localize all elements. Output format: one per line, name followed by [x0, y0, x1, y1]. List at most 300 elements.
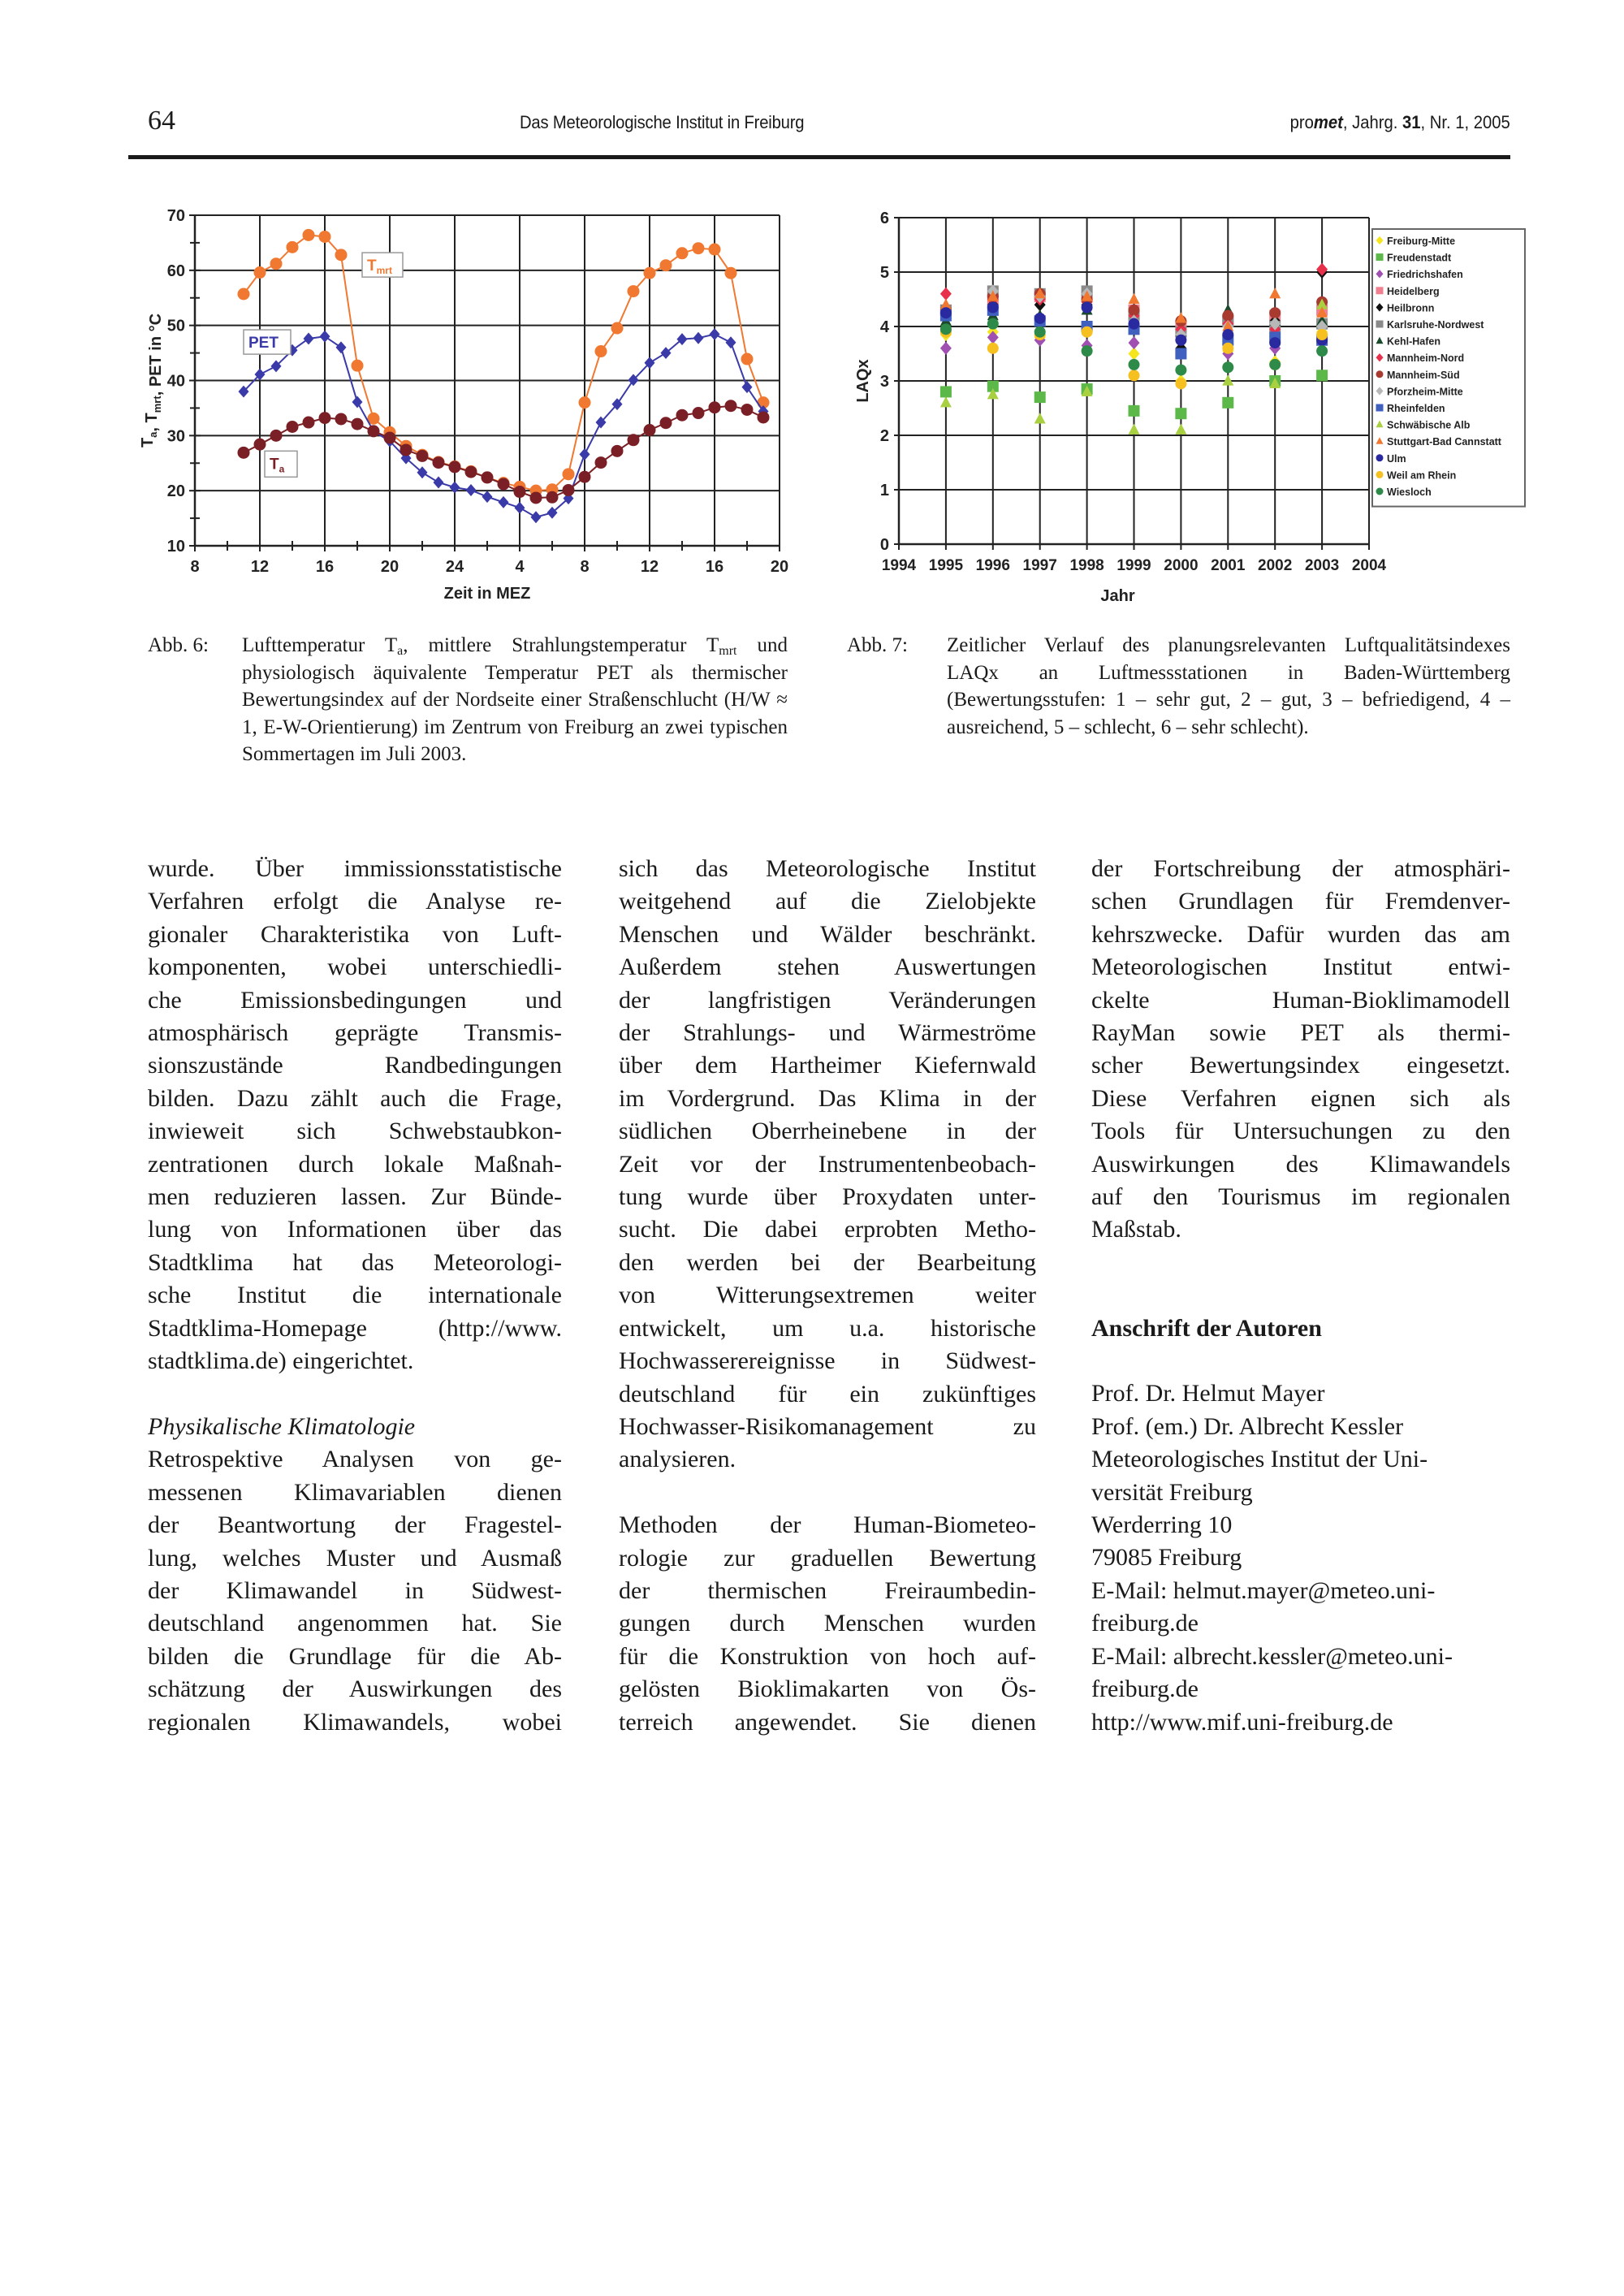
data-point — [530, 491, 542, 504]
y-tick-label: 0 — [879, 536, 889, 554]
legend-marker — [1376, 370, 1384, 378]
legend-marker — [1376, 287, 1384, 294]
text-line: Maßstab. — [1091, 1216, 1181, 1243]
y-tick-label: 6 — [879, 210, 889, 227]
text-line: freiburg.de — [1091, 1676, 1199, 1703]
data-point — [611, 322, 624, 335]
text-line: tung wurde über Proxydaten unter- — [619, 1183, 1036, 1211]
text-line: sche Institut die internationale — [148, 1282, 562, 1309]
y-tick-label: 3 — [879, 373, 889, 391]
text-line: sich das Meteorologische Institut — [619, 855, 1036, 882]
data-point — [940, 386, 952, 397]
x-tick-label: 8 — [580, 558, 590, 576]
legend-item — [1376, 253, 1453, 264]
data-point — [1034, 391, 1046, 403]
text-line: RayMan sowie PET als thermi- — [1091, 1019, 1510, 1047]
text-line: der Fortschreibung der atmosphäri- — [1091, 855, 1510, 882]
column-1-paragraph-1 — [148, 853, 562, 1378]
x-tick-label: 2000 — [1164, 557, 1199, 574]
data-point — [1175, 348, 1186, 360]
text-line: lung, welches Muster und Ausmaß — [148, 1544, 562, 1572]
text-line: inwieweit sich Schwebstaubkon- — [148, 1118, 562, 1145]
data-point — [1269, 337, 1281, 348]
data-point — [595, 456, 607, 469]
text-line: weitgehend auf die Zielobjekte — [619, 888, 1036, 915]
text-line: sucht. Die dabei erprobten Metho- — [619, 1216, 1036, 1243]
legend-marker — [1376, 454, 1384, 461]
fig6-caption — [242, 632, 788, 768]
data-point — [1175, 365, 1186, 376]
data-point — [987, 343, 999, 354]
data-point — [303, 229, 315, 241]
data-point — [563, 484, 575, 496]
data-point — [1175, 408, 1186, 419]
text-line: südlichen Oberrheinebene in der — [619, 1118, 1036, 1145]
text-line: lung von Informationen über das — [148, 1216, 562, 1243]
chart1-series — [238, 229, 770, 523]
text-line: von Witterungsextremen weiter — [619, 1282, 1036, 1309]
text-line: Hochwasser-Risikomanagement zu — [619, 1412, 1036, 1440]
data-point — [450, 482, 460, 494]
data-point — [515, 502, 525, 514]
data-point — [546, 491, 559, 504]
paragraph-spacer — [148, 1378, 562, 1411]
text-line: Stadtklima hat das Meteorologi- — [148, 1248, 562, 1276]
data-point — [987, 318, 999, 330]
data-point — [498, 478, 510, 491]
legend-marker — [1376, 404, 1384, 412]
fig7-label: Abb. 7: — [847, 634, 908, 656]
data-point — [1175, 335, 1186, 346]
journal-italic: met — [1314, 112, 1344, 132]
text-line: Auswirkungen des Klimawandels — [1091, 1150, 1510, 1178]
text-line: bilden die Grundlage für die Ab- — [148, 1642, 562, 1670]
text-line: Werderring 10 — [1091, 1511, 1233, 1539]
data-point — [940, 342, 952, 355]
data-point — [1129, 424, 1140, 435]
data-point — [1034, 326, 1046, 338]
text-line: gelösten Bioklimakarten von Ös- — [619, 1676, 1036, 1703]
y-tick-label: 1 — [879, 482, 889, 499]
legend-label: Wiesloch — [1387, 486, 1432, 498]
text-line: wurde. Über immissionsstatistische — [148, 855, 562, 882]
y-tick-label: 4 — [879, 318, 889, 336]
page-number: 64 — [148, 106, 175, 136]
chart2-axes — [854, 210, 1387, 605]
text-line: deutschland angenommen hat. Sie — [148, 1610, 562, 1637]
text-line: Prof. Dr. Helmut Mayer — [1091, 1380, 1325, 1407]
x-tick-label: 1996 — [975, 557, 1010, 574]
legend-label: Heilbronn — [1387, 302, 1435, 314]
data-point — [1222, 343, 1233, 354]
authors-address — [1091, 1377, 1510, 1738]
text-line: schätzung der Auswirkungen des — [148, 1676, 562, 1703]
data-point — [725, 400, 737, 412]
text-line: sionszustände Randbedingungen — [148, 1052, 562, 1079]
data-point — [693, 332, 704, 344]
legend-label: Weil am Rhein — [1387, 469, 1457, 482]
paragraph-spacer — [1091, 1345, 1510, 1377]
data-point — [352, 360, 364, 372]
data-point — [336, 341, 347, 353]
data-point — [254, 439, 266, 451]
data-point — [1034, 313, 1046, 324]
text-line: che Emissionsbedingungen und — [148, 986, 562, 1014]
column-3-paragraph-1 — [1091, 853, 1510, 1247]
text-line: versität Freiburg — [1091, 1478, 1253, 1506]
text-line: scher Bewertungsindex eingesetzt. — [1091, 1052, 1510, 1079]
journal-prefix: pro — [1289, 112, 1315, 132]
data-point — [433, 456, 445, 469]
text-line: E-Mail: helmut.mayer@meteo.uni- — [1091, 1576, 1436, 1604]
legend-marker — [1376, 321, 1384, 328]
fig6-caption-sub: a — [397, 644, 404, 658]
text-line: Meteorologischen Institut entwi- — [1091, 953, 1510, 981]
label-text: $T_{mrt}$ — [367, 257, 392, 277]
text-line: Tools für Untersuchungen zu den — [1091, 1118, 1510, 1145]
data-point — [1129, 359, 1140, 370]
data-point — [1175, 378, 1186, 389]
text-line: schen Grundlagen für Fremdenver- — [1091, 888, 1510, 915]
journal-rest-2: , Nr. 1, 2005 — [1420, 112, 1510, 132]
text-line: gionaler Charakteristika von Luft- — [148, 920, 562, 948]
series-tmrt — [238, 229, 770, 497]
data-point — [693, 242, 705, 254]
text-line: stadtklima.de) eingerichtet. — [148, 1347, 414, 1375]
data-point — [400, 443, 412, 456]
legend-label: Friedrichshafen — [1387, 269, 1463, 281]
text-line: Stadtklima-Homepage (http://www. — [148, 1314, 562, 1342]
x-tick-label: 1999 — [1116, 557, 1151, 574]
data-point — [660, 259, 672, 271]
data-point — [482, 491, 493, 503]
text-line: atmosphärisch geprägte Transmis- — [148, 1019, 562, 1047]
journal-rest-1: , Jahrg. — [1343, 112, 1403, 132]
data-point — [270, 257, 283, 270]
data-point — [335, 413, 348, 425]
data-point — [628, 434, 640, 446]
text-line: rologie zur graduellen Bewertung — [619, 1544, 1036, 1572]
data-point — [628, 285, 640, 297]
data-point — [1129, 293, 1140, 304]
x-tick-label: 4 — [515, 558, 525, 576]
data-point — [417, 450, 429, 462]
data-point — [611, 445, 624, 457]
text-line: terreich angewendet. Sie dienen — [619, 1708, 1036, 1736]
text-line: http://www.mif.uni-freiburg.de — [1091, 1708, 1393, 1736]
data-point — [1316, 345, 1328, 357]
legend-label: Mannheim-Süd — [1387, 369, 1460, 381]
x-tick-label: 20 — [380, 558, 400, 576]
x-tick-label: 1995 — [928, 557, 964, 574]
text-line: analysieren. — [619, 1446, 736, 1473]
journal-volume: 31 — [1402, 112, 1421, 132]
fig6-caption-sub: mrt — [719, 644, 737, 658]
legend-item — [1376, 420, 1471, 431]
data-point — [579, 471, 591, 483]
data-point — [563, 468, 575, 480]
legend-item — [1376, 352, 1465, 364]
fig6-label: Abb. 6: — [148, 634, 209, 656]
column-1-paragraph-2 — [148, 1443, 562, 1739]
data-point — [303, 417, 315, 429]
data-point — [287, 421, 299, 433]
column-2-paragraph-1 — [619, 853, 1036, 1477]
column-1 — [148, 853, 562, 1739]
text-line: für die Konstruktion von hoch auf- — [619, 1642, 1036, 1670]
data-point — [304, 332, 314, 344]
data-point — [531, 511, 542, 523]
y-tick-label: 20 — [166, 482, 185, 501]
x-tick-label: 2001 — [1211, 557, 1246, 574]
legend-label: Freudenstadt — [1387, 252, 1452, 264]
text-line: zentrationen durch lokale Maßnah- — [148, 1150, 562, 1178]
column-2 — [619, 853, 1036, 1739]
data-point — [270, 430, 283, 442]
data-point — [1082, 326, 1093, 338]
y-tick-label: 5 — [879, 264, 889, 282]
y-tick-label: 70 — [166, 207, 185, 225]
y-tick-label: 50 — [166, 317, 185, 335]
journal-citation — [1290, 112, 1510, 133]
chart-temperature — [130, 195, 804, 617]
data-point — [482, 471, 494, 483]
data-point — [1129, 370, 1140, 381]
y-tick-label: 10 — [166, 538, 185, 556]
text-line: Methoden der Human-Biometeo- — [619, 1511, 1036, 1539]
legend-label: Schwäbische Alb — [1387, 419, 1471, 431]
data-point — [644, 267, 656, 279]
y-axis-label: $T_a$, $T_{mrt}$, PET in °C — [139, 313, 165, 448]
data-point — [676, 409, 689, 422]
subheading-physikalische-klimatologie: Physikalische Klimatologie — [148, 1412, 416, 1440]
data-point — [335, 249, 348, 261]
data-point — [1129, 318, 1140, 330]
x-tick-label: 1997 — [1022, 557, 1057, 574]
legend-label: Pforzheim-Mitte — [1387, 386, 1463, 398]
text-line: Hochwasserereignisse in Südwest- — [619, 1347, 1036, 1375]
x-tick-label: 16 — [315, 558, 335, 576]
fig7-caption: Zeitlicher Verlauf des planungsrelevanten Luftqualitätsindexes LAQx an Luftmessstationen in Baden-Württemberg (Bewertungsstufen: 1 – sehr gut, 2 – gut, 3 – befriedigend, 4 – ausreichend, 5 – schlecht, 6 – sehr schlecht). — [947, 634, 1510, 738]
label-text: $T_a$ — [270, 456, 285, 475]
data-point — [320, 331, 330, 343]
data-point — [1222, 397, 1233, 409]
y-axis-label: LAQx — [854, 359, 872, 403]
text-line: Verfahren erfolgt die Analyse re- — [148, 888, 562, 915]
data-point — [1082, 302, 1093, 313]
text-line: freiburg.de — [1091, 1610, 1199, 1637]
data-point — [940, 307, 952, 318]
data-point — [1316, 370, 1328, 381]
data-point — [741, 404, 754, 416]
chart-laqx — [844, 195, 1543, 617]
text-line: der Strahlungs- und Wärmeströme — [619, 1019, 1036, 1047]
x-tick-label: 8 — [190, 558, 200, 576]
data-point — [726, 336, 736, 348]
text-line: 79085 Freiburg — [1091, 1544, 1242, 1572]
x-axis-label: Zeit in MEZ — [443, 585, 531, 603]
data-point — [661, 347, 672, 359]
data-point — [580, 448, 590, 460]
legend-label: Heidelberg — [1387, 285, 1440, 297]
data-point — [1269, 359, 1281, 370]
text-line: über dem Hartheimer Kiefernwald — [619, 1052, 1036, 1079]
data-point — [710, 328, 720, 340]
fig6-caption-part: Lufttemperatur T — [242, 634, 398, 656]
legend-item — [1376, 436, 1502, 448]
header-rule — [128, 155, 1510, 159]
data-point — [254, 266, 266, 279]
data-point — [287, 241, 299, 253]
text-line: den werden bei der Bearbeitung — [619, 1248, 1036, 1276]
legend-label: Karlsruhe-Nordwest — [1387, 319, 1484, 331]
data-point — [1222, 361, 1233, 373]
data-point — [352, 418, 364, 430]
data-point — [940, 323, 952, 335]
data-point — [1316, 329, 1328, 340]
data-point — [644, 424, 656, 436]
text-line: der thermischen Freiraumbedin- — [619, 1576, 1036, 1604]
data-point — [1034, 413, 1046, 423]
text-line: der Beantwortung der Fragestel- — [148, 1511, 562, 1539]
legend-label: Stuttgart-Bad Cannstatt — [1387, 436, 1501, 448]
x-tick-label: 1998 — [1069, 557, 1104, 574]
running-title: Das Meteorologische Institut in Freiburg — [520, 112, 805, 132]
text-line: men reduzieren lassen. Zur Bünde- — [148, 1183, 562, 1211]
x-tick-label: 24 — [445, 558, 464, 576]
x-tick-label: 2003 — [1304, 557, 1340, 574]
data-point — [676, 247, 689, 259]
legend-label: Freiburg-Mitte — [1387, 236, 1456, 247]
data-point — [465, 466, 477, 478]
legend-item — [1376, 236, 1456, 247]
data-point — [709, 244, 721, 256]
data-point — [319, 231, 331, 243]
data-point — [319, 412, 331, 424]
authors-address-heading: Anschrift der Autoren — [1091, 1314, 1322, 1342]
data-point — [677, 333, 688, 345]
text-line: Zeit vor der Instrumentenbeobach- — [619, 1150, 1036, 1178]
data-point — [741, 353, 754, 365]
legend-item — [1376, 403, 1445, 414]
data-point — [758, 411, 770, 423]
x-tick-label: 20 — [770, 558, 789, 576]
paragraph-spacer — [619, 1477, 1036, 1509]
text-line: bilden. Dazu zählt auch die Frage, — [148, 1084, 562, 1112]
data-point — [449, 460, 461, 473]
legend-item — [1376, 269, 1463, 280]
text-line: messenen Klimavariablen dienen — [148, 1478, 562, 1506]
text-line: deutschland für ein zukünftiges — [619, 1380, 1036, 1407]
x-tick-label: 12 — [250, 558, 270, 576]
legend-marker — [1376, 488, 1384, 495]
chart2-legend — [1372, 229, 1525, 507]
data-point — [1129, 305, 1140, 316]
data-point — [579, 396, 591, 409]
label-text: PET — [248, 335, 279, 352]
data-point — [660, 417, 672, 429]
paragraph-spacer — [1091, 1279, 1510, 1312]
text-line: der Klimawandel in Südwest- — [148, 1576, 562, 1604]
legend-item — [1376, 386, 1463, 397]
data-point — [1222, 329, 1233, 340]
data-point — [238, 447, 250, 459]
x-axis-label: Jahr — [1100, 587, 1135, 605]
data-point — [940, 396, 952, 407]
text-line: Prof. (em.) Dr. Albrecht Kessler — [1091, 1412, 1404, 1440]
x-tick-label: 16 — [705, 558, 724, 576]
data-point — [595, 345, 607, 357]
chart1-labels — [244, 253, 403, 477]
legend-item — [1376, 469, 1457, 481]
text-line: Retrospektive Analysen von ge- — [148, 1446, 562, 1473]
y-tick-label: 60 — [166, 262, 185, 280]
data-point — [709, 401, 721, 413]
text-line: regionalen Klimawandels, wobei — [148, 1708, 562, 1736]
y-tick-label: 2 — [879, 427, 889, 445]
text-line: komponenten, wobei unterschiedli- — [148, 953, 562, 981]
text-line: gungen durch Menschen wurden — [619, 1610, 1036, 1637]
data-point — [238, 288, 250, 301]
paragraph-spacer — [1091, 1247, 1510, 1279]
text-line: im Vordergrund. Das Klima in der — [619, 1084, 1036, 1112]
data-point — [1222, 374, 1233, 385]
series-ta — [238, 400, 770, 504]
x-tick-label: 2002 — [1258, 557, 1293, 574]
data-point — [434, 477, 444, 489]
text-line: Außerdem stehen Auswertungen — [619, 953, 1036, 981]
data-point — [499, 496, 509, 508]
legend-marker — [1376, 253, 1384, 261]
data-point — [1129, 336, 1140, 349]
data-point — [352, 396, 363, 408]
text-line: der langfristigen Veränderungen — [619, 986, 1036, 1014]
y-tick-label: 30 — [166, 427, 185, 446]
series-label-tmrt — [362, 253, 403, 277]
x-tick-label: 2004 — [1351, 557, 1387, 574]
legend-label: Mannheim-Nord — [1387, 352, 1465, 365]
data-point — [1222, 310, 1233, 322]
data-point — [384, 432, 396, 444]
fig6-caption-part: , mittlere Strahlungstemperatur T — [403, 634, 719, 656]
data-point — [514, 486, 526, 498]
data-point — [725, 267, 737, 279]
text-line: entwickelt, um u.a. historische — [619, 1314, 1036, 1342]
data-point — [1129, 405, 1140, 417]
x-tick-label: 1994 — [881, 557, 917, 574]
text-line: auf den Tourismus im regionalen — [1091, 1183, 1510, 1211]
column-3 — [1091, 853, 1510, 1739]
legend-label: Ulm — [1387, 452, 1406, 465]
y-tick-label: 40 — [166, 372, 185, 391]
fig6-caption-part: und physiologisch äquivalente Temperatur PET als thermischer Bewertungsindex auf der Nordseite einer Straßenschlucht (H/W ≈ 1, E-W-Orientierung) im Zentrum von Freiburg an zwei typischen Sommertagen im Juli 2003. — [242, 634, 788, 765]
text-line: ckelte Human-Bioklimamodell — [1091, 986, 1510, 1014]
column-2-paragraph-2 — [619, 1509, 1036, 1739]
data-point — [1269, 288, 1281, 298]
data-point — [368, 425, 380, 437]
data-point — [987, 302, 999, 313]
text-line: kehrszwecke. Dafür wurden das am — [1091, 920, 1510, 948]
text-line: Diese Verfahren eignen sich als — [1091, 1084, 1510, 1112]
data-point — [466, 484, 477, 496]
chart1-axes — [139, 207, 788, 603]
text-line: E-Mail: albrecht.kessler@meteo.uni- — [1091, 1642, 1453, 1670]
legend-item — [1376, 370, 1460, 381]
series-line-tmrt — [244, 235, 763, 491]
series-label-ta — [265, 451, 297, 477]
legend-label: Kehl-Hafen — [1387, 335, 1440, 348]
legend-marker — [1376, 471, 1384, 478]
